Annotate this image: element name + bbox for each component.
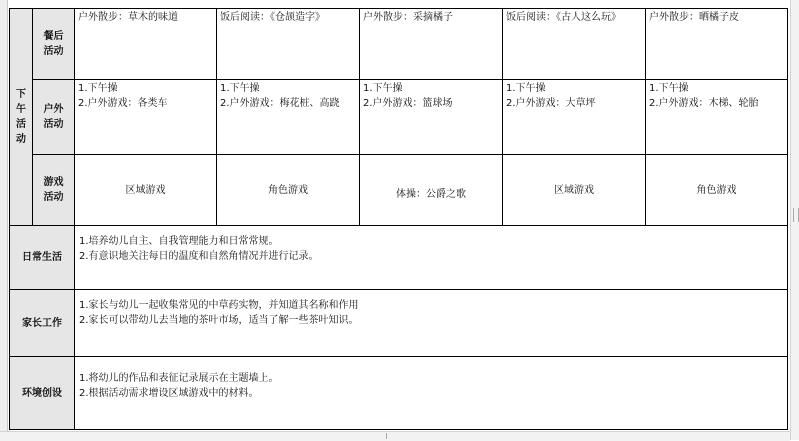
daily-life-label-cell bbox=[10, 226, 75, 290]
after-meal-cell: 户外散步：晒橘子皮 bbox=[646, 9, 788, 80]
game-cell: 区域游戏 bbox=[503, 155, 646, 226]
after-meal-cell: 户外散步：草木的味道 bbox=[75, 9, 217, 80]
games-row bbox=[10, 155, 788, 226]
game-cell: 角色游戏 bbox=[217, 155, 360, 226]
environment-label-cell bbox=[10, 357, 75, 430]
parent-work-label-cell bbox=[10, 290, 75, 357]
daily-life-label: 日常生活 bbox=[22, 252, 62, 263]
outdoor-cell: 1.下午操 2.户外游戏：大草坪 bbox=[503, 80, 646, 155]
afternoon-label-cell bbox=[10, 9, 33, 226]
outdoor-cell: 1.下午操 2.户外游戏：篮球场 bbox=[360, 80, 503, 155]
daily-life-row bbox=[10, 226, 788, 290]
outdoor-row bbox=[10, 80, 788, 155]
daily-life-cell: 1.培养幼儿自主、自我管理能力和日常常规。 2.有意识地关注每日的温度和自然角情况并进行记录。 bbox=[75, 226, 788, 290]
horizontal-scroll-handle[interactable] bbox=[386, 433, 409, 439]
after-meal-label-cell: 餐后 活动 bbox=[33, 9, 75, 80]
game-cell: 角色游戏 bbox=[646, 155, 788, 226]
after-meal-cell: 户外散步：采摘橘子 bbox=[360, 9, 503, 80]
environment-row bbox=[10, 357, 788, 430]
environment-cell: 1.将幼儿的作品和表征记录展示在主题墙上。 2.根据活动需求增设区域游戏中的材料。 bbox=[75, 357, 788, 430]
outdoor-cell: 1.下午操 2.户外游戏：各类车 bbox=[75, 80, 217, 155]
outdoor-cell: 1.下午操 2.户外游戏：梅花桩、高跷 bbox=[217, 80, 360, 155]
left-margin-bar bbox=[0, 0, 8, 440]
after-meal-cell: 饭后阅读：《仓颉造字》 bbox=[217, 9, 360, 80]
parent-work-row bbox=[10, 290, 788, 357]
parent-work-label: 家长工作 bbox=[22, 317, 62, 329]
after-meal-row bbox=[10, 9, 788, 80]
outdoor-label-cell: 户外 活动 bbox=[33, 80, 75, 155]
environment-label: 环境创设 bbox=[22, 387, 62, 399]
game-cell: 区域游戏 bbox=[75, 155, 217, 226]
games-label-cell: 游戏 活动 bbox=[33, 155, 75, 226]
weekly-plan-table bbox=[9, 8, 788, 430]
after-meal-cell: 饭后阅读：《古人这么玩》 bbox=[503, 9, 646, 80]
outdoor-cell: 1.下午操 2.户外游戏：木梯、轮胎 bbox=[646, 80, 788, 155]
game-cell: 体操：公爵之歌 bbox=[360, 155, 503, 226]
afternoon-label: 下午活动 bbox=[16, 89, 26, 145]
scroll-handle[interactable] bbox=[793, 208, 799, 222]
parent-work-cell: 1.家长与幼儿一起收集常见的中草药实物，并知道其名称和作用 2.家长可以带幼儿去当地的茶叶市场，适当了解一些茶叶知识。 bbox=[75, 290, 788, 357]
